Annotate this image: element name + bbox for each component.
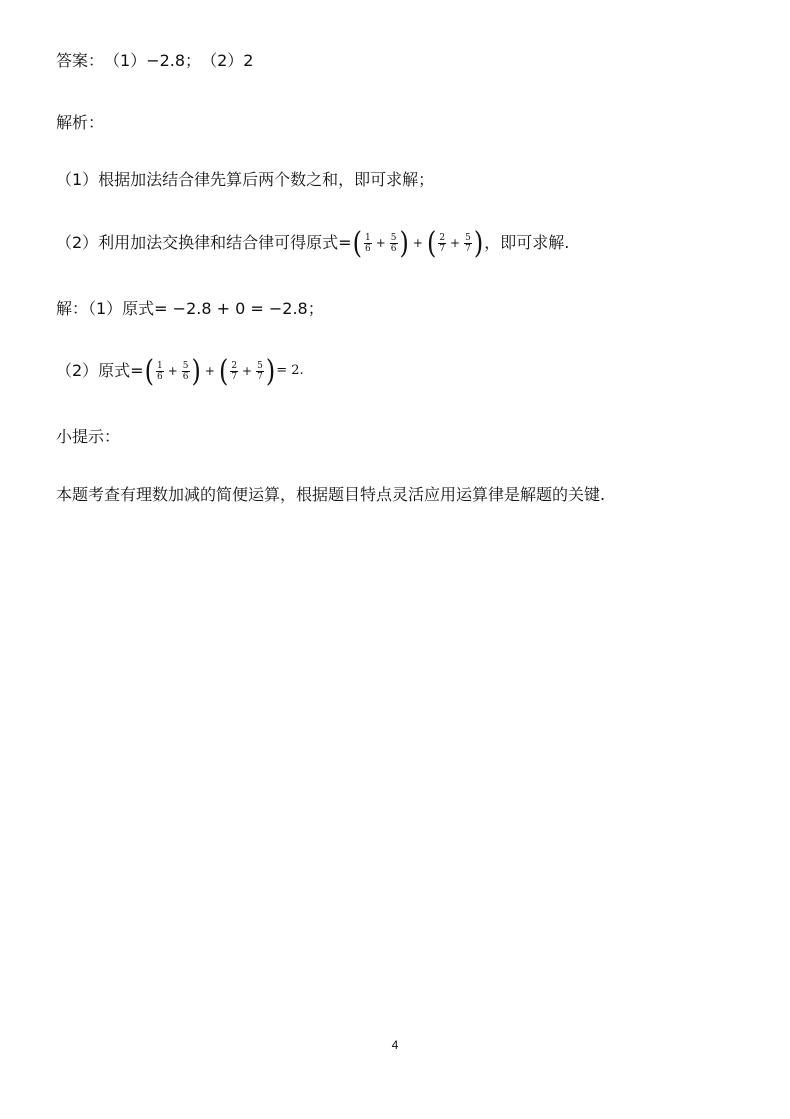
left-paren-2: ( — [218, 353, 229, 389]
plus-sign: + — [450, 236, 461, 250]
left-paren-1: ( — [144, 353, 154, 389]
solution-line-2 — [56, 353, 304, 389]
denominator: 6 — [182, 371, 189, 382]
plus-sign: + — [167, 364, 178, 378]
left-paren-2: ( — [426, 225, 437, 261]
right-paren-1: ) — [399, 225, 409, 261]
answer-label: 答案： — [56, 51, 105, 70]
numerator: 5 — [257, 360, 263, 371]
analysis-item-1: （1）根据加法结合律先算后两个数之和，即可求解； — [56, 170, 435, 189]
right-paren-2: ) — [265, 353, 276, 389]
answer-part1: （1）−2.8； — [104, 51, 202, 70]
analysis-heading: 解析： — [56, 113, 105, 132]
analysis-item-2 — [56, 225, 570, 261]
right-paren-1: ) — [191, 353, 201, 389]
numerator: 5 — [465, 232, 471, 243]
fraction-2-7 — [438, 233, 446, 254]
numerator: 1 — [364, 232, 371, 243]
numerator: 2 — [231, 360, 238, 371]
solution-line-1: 解：（1）原式= −2.8 + 0 = −2.8； — [56, 299, 324, 318]
denominator: 7 — [231, 371, 238, 382]
denominator: 7 — [465, 243, 471, 254]
fraction-2-7 — [230, 361, 238, 382]
denominator: 7 — [439, 243, 446, 254]
plus-sign: + — [375, 236, 386, 250]
numerator: 1 — [156, 360, 163, 371]
answer-part2: （2）2 — [201, 51, 254, 70]
plus-sign: + — [412, 236, 423, 250]
denominator: 6 — [364, 243, 371, 254]
denominator: 6 — [156, 371, 163, 382]
answer-line — [56, 50, 253, 72]
fraction-5-6 — [182, 361, 190, 382]
numerator: 2 — [439, 232, 446, 243]
page-number: 4 — [391, 1038, 399, 1052]
expression-formula — [352, 225, 485, 261]
fraction-5-7 — [256, 361, 264, 382]
fraction-5-6 — [390, 233, 398, 254]
fraction-1-6 — [156, 361, 164, 382]
analysis-item-2-prefix: （2）利用加法交换律和结合律可得原式= — [56, 233, 352, 252]
right-paren-2: ) — [473, 225, 484, 261]
fraction-5-7 — [464, 233, 472, 254]
fraction-1-6 — [364, 233, 372, 254]
solution-line-2-prefix: （2）原式= — [56, 361, 144, 380]
analysis-item-2-suffix: ，即可求解. — [484, 233, 570, 252]
tip-heading: 小提示： — [56, 427, 121, 446]
left-paren-1: ( — [352, 225, 362, 261]
numerator: 5 — [390, 232, 397, 243]
numerator: 5 — [182, 360, 189, 371]
denominator: 6 — [390, 243, 397, 254]
plus-sign: + — [204, 364, 215, 378]
tip-text: 本题考查有理数加减的简便运算，根据题目特点灵活应用运算律是解题的关键. — [56, 485, 606, 504]
denominator: 7 — [257, 371, 263, 382]
expression-formula — [144, 353, 277, 389]
solution-line-2-suffix: = 2. — [276, 363, 304, 378]
plus-sign: + — [242, 364, 253, 378]
